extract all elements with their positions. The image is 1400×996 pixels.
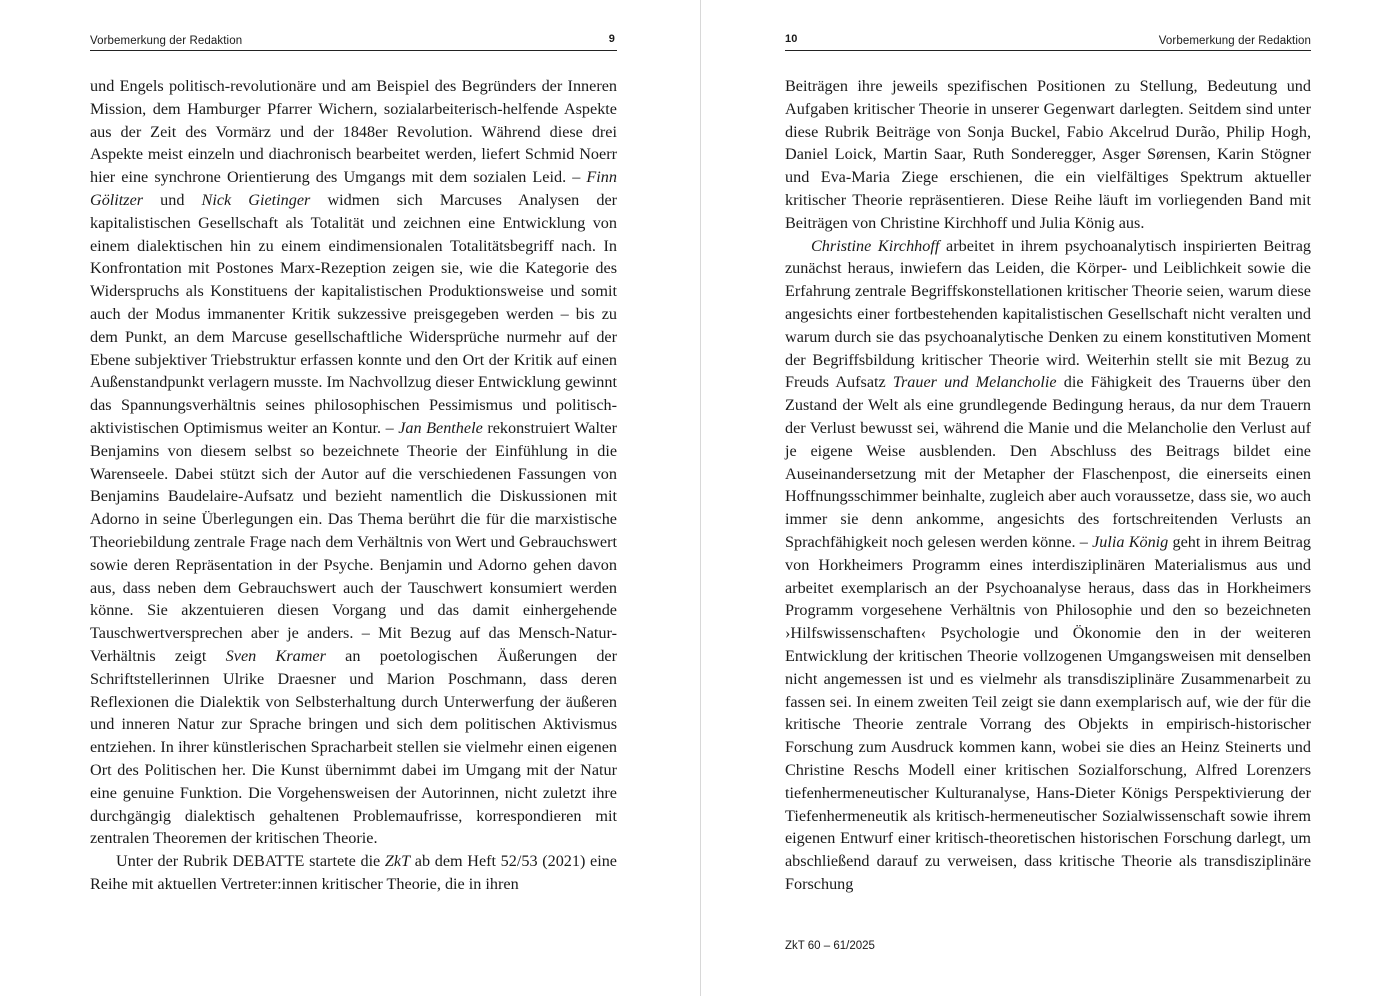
running-header: [785, 32, 1311, 51]
text-run: ab dem Heft 52/53 (2021) eine Reihe mit aktuellen Vertreter:innen kritischer Theorie, die in ihren: [90, 852, 617, 893]
page-body: [785, 75, 1311, 896]
page-number: 9: [608, 33, 615, 45]
running-header-title: Vorbemerkung der Redaktion: [1158, 35, 1311, 47]
text-run: widmen sich Marcuses Analysen der kapitalistischen Gesellschaft als Totalität und zeichnen eine Entwicklung von einem dialektischen hin zu einem eindimensionalen Totalitätsbegriff nach. In Konfrontation mit Postones Marx-Rezeption zeigen sie, wie die Kategorie des Widerspruchs als Konstituens der kapitalistischen Produktionsweise und somit auch der Modus immanenter Kritik sukzessive preisgegeben werden – bis zu dem Punkt, an dem Marcuse gesellschaftliche Widersprüche nurmehr auf der Ebene subjektiver Triebstruktur erfassen konnte und den Ort der Kritik auf einen Außenstandpunkt verlagern musste. Im Nachvollzug dieser Entwicklung gewinnt das Spannungsverhältnis seines philosophischen Pessimismus und politisch-aktivistischen Optimismus weiter an Kontur. –: [90, 190, 618, 437]
text-run: die Fähigkeit des Trauerns über den Zustand der Welt als eine grundlegende Bedingung heraus, da nur dem Trauern der Verlust bewusst sei, während die Manie und die Melancholie den Verlust auf je eigene Weise ausblenden. Den Abschluss des Beitrags bildet eine Auseinandersetzung mit der Metapher der Flaschenpost, die einerseits einen Hoffnungsschimmer beinhalte, zugleich aber auch voraussetze, dass sie, wo auch immer sie denn ankomme, angesichts des fortschreitenden Verlusts an Sprachfähigkeit noch gelesen werden könne. –: [785, 373, 1311, 551]
italic-text: Nick Gietinger: [201, 190, 311, 209]
italic-text: Jan Benthele: [398, 418, 483, 437]
italic-text: Trauer und Melancholie: [892, 373, 1057, 392]
italic-text: ZkT: [384, 852, 411, 871]
paragraph: [90, 75, 617, 850]
paragraph: [90, 850, 617, 896]
text-run: Unter der Rubrik DEBATTE startete die: [116, 852, 385, 871]
italic-text: Sven Kramer: [225, 646, 326, 665]
text-run: und: [143, 190, 202, 209]
paragraph: [785, 235, 1311, 896]
right-page: [785, 0, 1311, 996]
text-run: geht in ihrem Beitrag von Horkheimers Programm eines interdisziplinären Materialismus aus und arbeitet exemplarisch an der Psychoanalyse heraus, dass das in Horkheimers Programm vorgesehene Verhältnis von Philosophie und den so bezeichneten ›Hilfswissenschaften‹ Psychologie und Ökonomie den in der weiteren Entwicklung der kritischen Theorie vollzogenen Umgangsweisen mit denselben nicht angemessen ist und es vielmehr als transdisziplinäre Zusammenarbeit zu fassen sei. In einem zweiten Teil zeigt sie dann exemplarisch auf, wie der für die kritische Theorie zentrale Vorrang des Objekts in empirisch-historischer Forschung zum Ausdruck kommen kann, wobei sie dies an Heinz Steinerts und Christine Reschs Modell einer kritischen Sozialforschung, Alfred Lorenzers tiefenhermeneutischer Kulturanalyse, Hans-Dieter Königs Perspektivierung der Tiefenhermeneutik als kritisch-hermeneutischer Sozialwissenschaft sowie ihrem eigenen Entwurf einer kritisch-theoretischen historischen Forschung darlegt, um abschließend darauf zu verweisen, dass kritische Theorie als transdisziplinäre Forschung: [785, 532, 1311, 893]
text-run: arbeitet in ihrem psychoanalytisch inspirierten Beitrag zunächst heraus, inwiefern das Leiden, die Körper- und Leiblichkeit sowie die Erfahrung zentrale Begriffskonstellationen kritischer Theorie seien, warum diese angesichts einer fortbestehenden kapitalistischen Gesellschaft nicht veralten und warum durch sie das psychoanalytische Denken zu einem konstitutiven Moment der Begriffsbildung kritischer Theorie wird. Weiterhin stellt sie mit Bezug zu Freuds Aufsatz: [785, 236, 1312, 392]
italic-text: Christine Kirchhoff: [811, 236, 940, 255]
running-header-title: Vorbemerkung der Redaktion: [90, 35, 243, 47]
italic-text: Julia König: [1092, 532, 1169, 551]
paragraph: [785, 75, 1311, 235]
page-body: [90, 75, 617, 896]
book-spine: [700, 0, 701, 996]
left-page: [90, 0, 617, 996]
text-run: und Engels politisch-revolutionäre und am Beispiel des Begründers der Inneren Mission, dem Hamburger Pfarrer Wichern, sozialarbeiterisch-helfende Aspekte aus der Zeit des Vormärz und der 1848er Revolution. Während diese drei Aspekte meist einzeln und diachronisch bearbeitet werden, liefert Schmid Noerr hier eine synchrone Orientierung des Umgangs mit dem sozialen Leid. –: [90, 77, 617, 187]
running-header: [90, 32, 617, 51]
text-run: rekonstruiert Walter Benjamins von diesem selbst so bezeichnete Theorie der Einfühlung in die Warenseele. Dabei stützt sich der Autor auf die verschiedenen Fassungen von Benjamins Baudelaire-Aufsatz und bezieht namentlich die Diskussionen mit Adorno in seine Überlegungen ein. Das Thema berührt die für die marxistische Theoriebildung zentrale Frage nach dem Verhältnis von Wert und Gebrauchswert sowie deren Repräsentation in der Psyche. Benjamin und Adorno gehen davon aus, dass neben dem Gebrauchswert auch der Tauschwert konsumiert werden könne. Sie akzentuieren diesen Vorgang und das damit einhergehende Tauschwertversprechen aber je anders. – Mit Bezug auf das Mensch-Natur-Verhältnis zeigt: [90, 418, 618, 665]
text-run: an poetologischen Äußerungen der Schriftstellerinnen Ulrike Draesner und Marion Poschmann, dass deren Reflexionen die Dialektik von Selbsterhaltung durch Unterwerfung der äußeren und inneren Natur zur Sprache bringen und sich dem politischen Aktivismus entziehen. In ihrer künstlerischen Spracharbeit stellen sie vielmehr einen eigenen Ort des Politischen her. Die Kunst übernimmt dabei im Umgang mit der Natur eine genuine Funktion. Die Vorgehensweisen der Autorinnen, nicht zuletzt ihre durchgängig dialektisch gehaltenen Problemaufrisse, korrespondieren mit zentralen Theoremen der kritischen Theorie.: [90, 646, 618, 848]
page-footer: ZkT 60 – 61/2025: [785, 940, 875, 952]
italic-text: Finn Gölitzer: [90, 168, 617, 209]
page-number: 10: [785, 33, 798, 45]
text-run: Beiträgen ihre jeweils spezifischen Positionen zu Stellung, Bedeutung und Aufgaben kritischer Theorie in unserer Gegenwart darlegten. Seitdem sind unter diese Rubrik Beiträge von Sonja Buckel, Fabio Akcelrud Durão, Philip Hogh, Daniel Loick, Martin Saar, Ruth Sonderegger, Asger Sørensen, Karin Stögner und Eva-Maria Ziege erschienen, die ein vielfältiges Spektrum aktueller kritischer Theorie repräsentieren. Diese Reihe läuft im vorliegenden Band mit Beiträgen von Christine Kirchhoff und Julia König aus.: [785, 77, 1311, 232]
